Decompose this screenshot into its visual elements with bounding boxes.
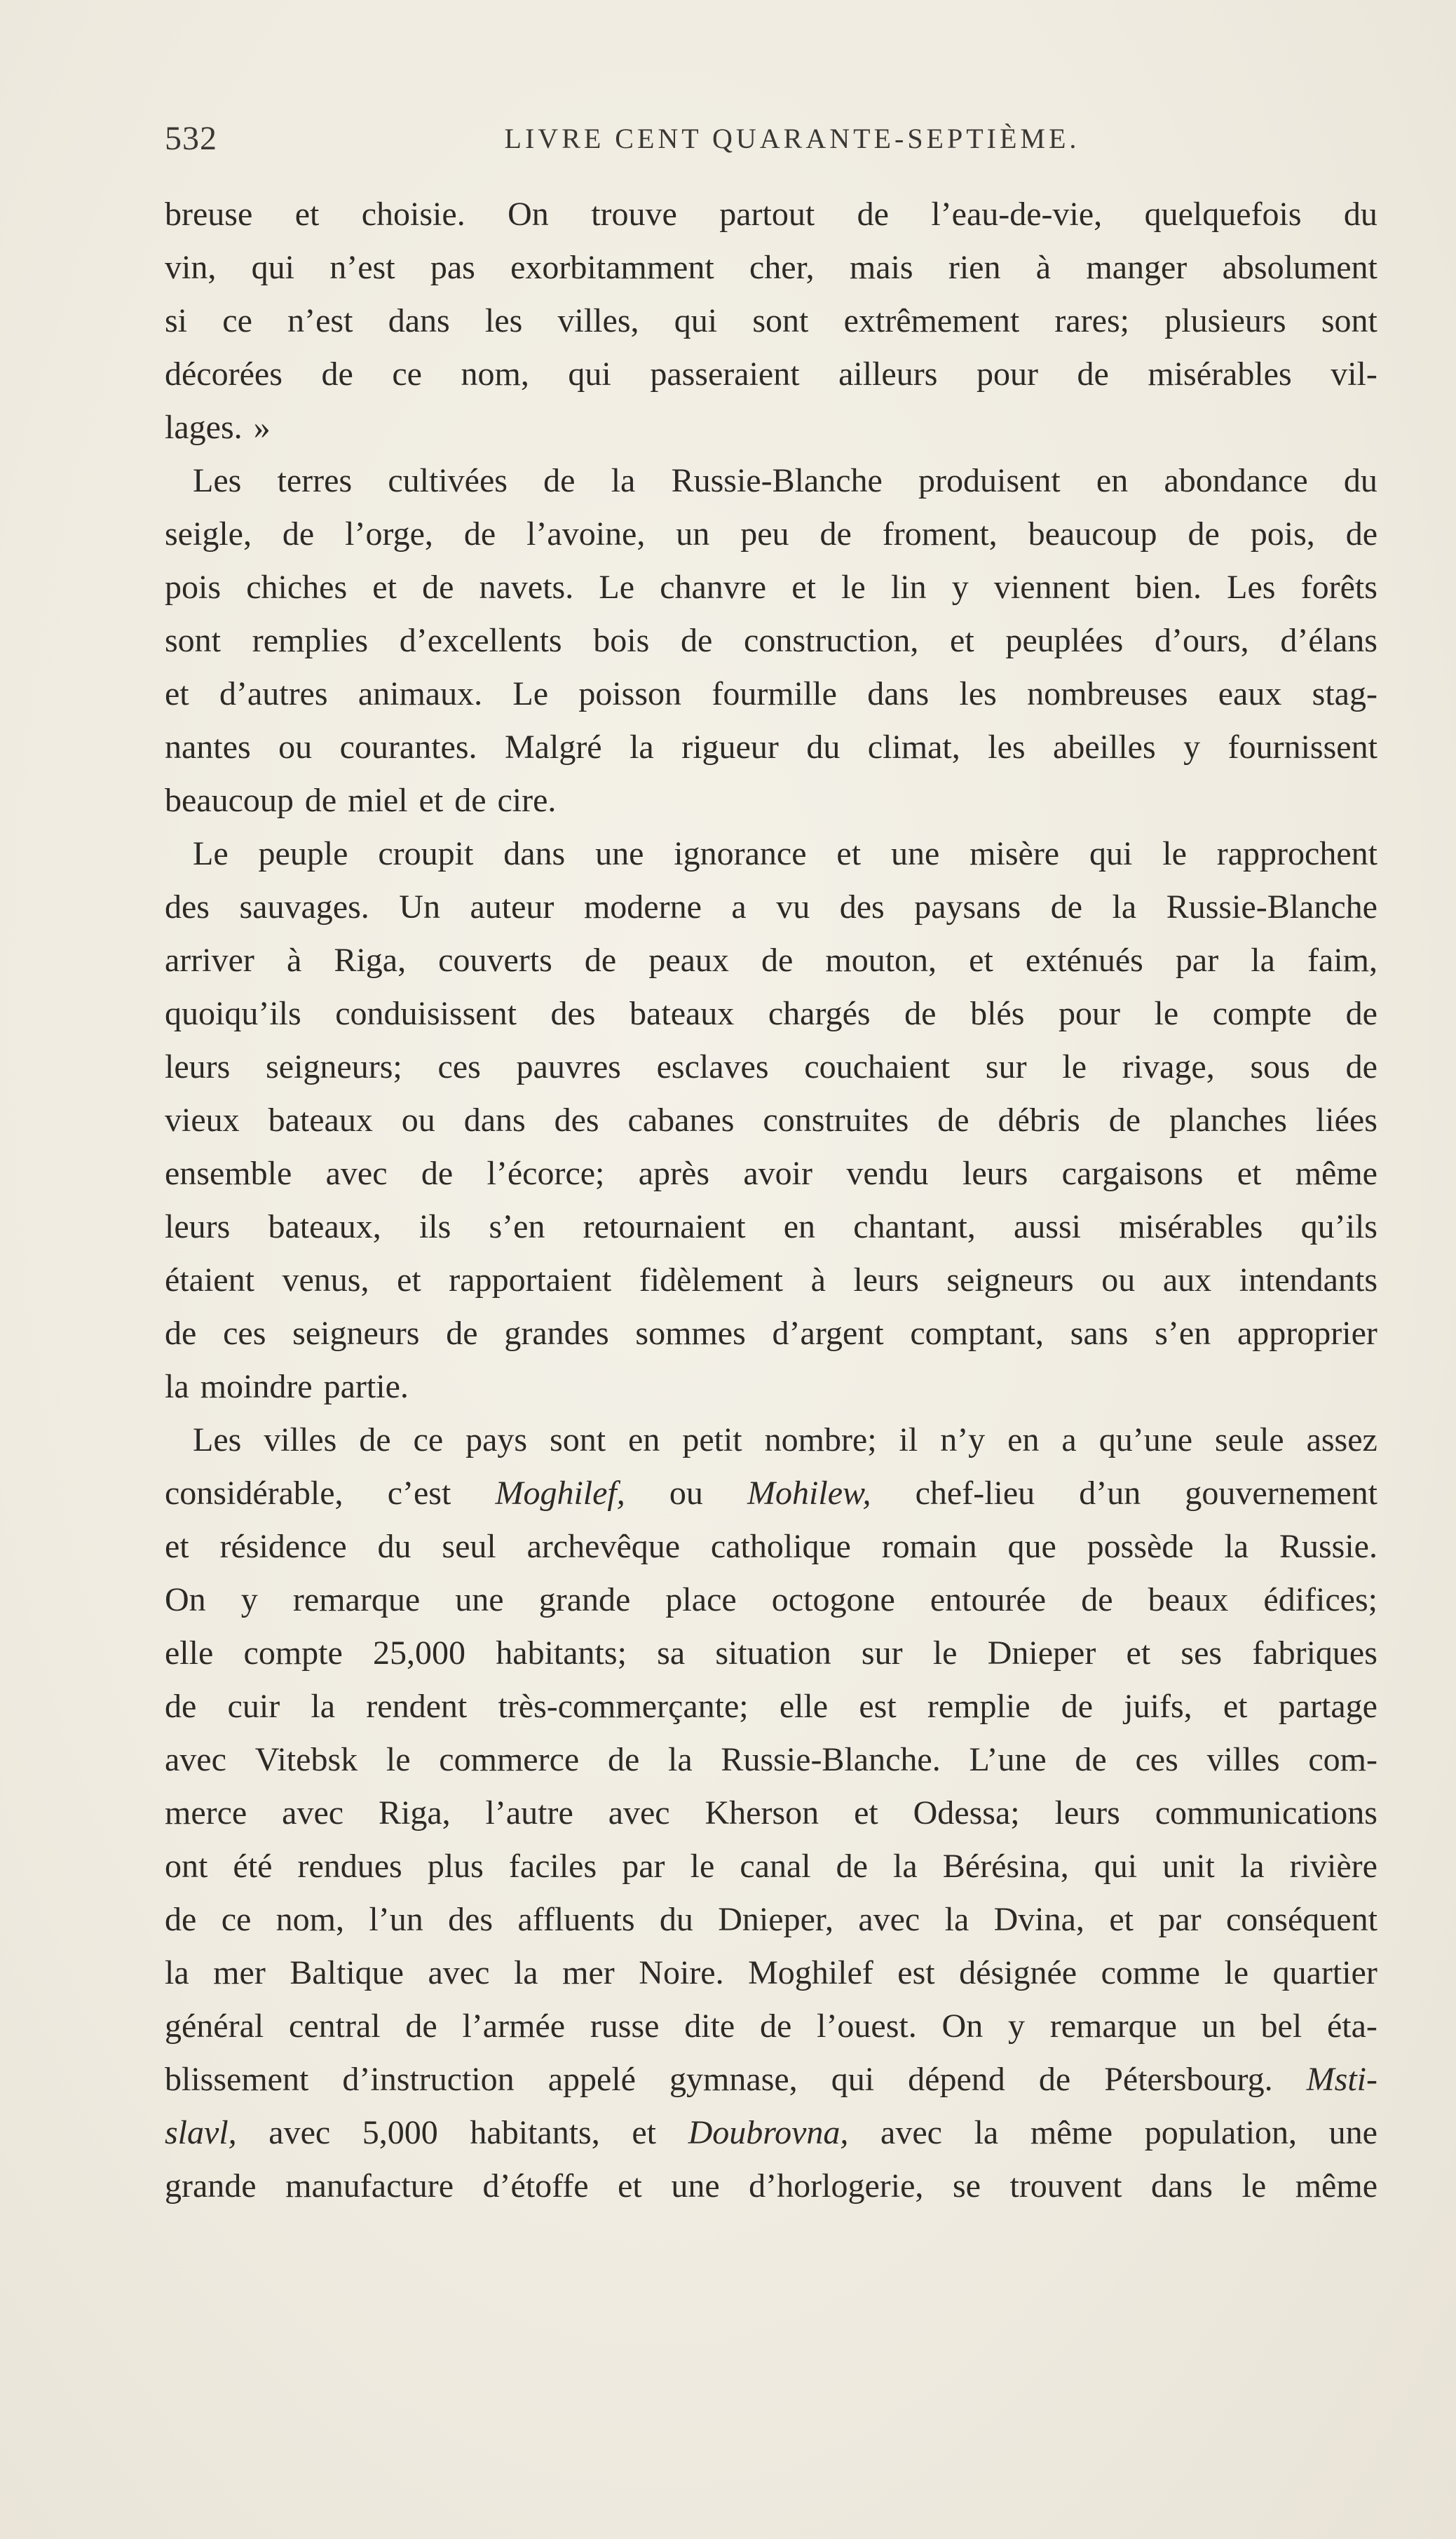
text-line: de cuir la rendent très-commerçante; elle est remplie de juifs, et partage: [165, 1688, 1377, 1725]
text-line: de ces seigneurs de grandes sommes d’argent comptant, sans s’en approprier: [165, 1315, 1377, 1352]
text-line: la mer Baltique avec la mer Noire. Moghilef est désignée comme le quartier: [165, 1954, 1377, 1991]
text-line: de ce nom, l’un des affluents du Dnieper, avec la Dvina, et par conséquent: [165, 1901, 1377, 1938]
text-line: Le peuple croupit dans une ignorance et une misère qui le rapprochent: [193, 835, 1377, 872]
page-number: 532: [165, 120, 217, 157]
text-line: ensemble avec de l’écorce; après avoir vendu leurs cargaisons et même: [165, 1155, 1377, 1192]
text-line: leurs bateaux, ils s’en retournaient en chantant, aussi misérables qu’ils: [165, 1208, 1377, 1245]
text-line: grande manufacture d’étoffe et une d’horlogerie, se trouvent dans le même: [165, 2167, 1377, 2205]
text-line: considérable, c’est Moghilef, ou Mohilew, chef-lieu d’un gouvernement: [165, 1475, 1377, 1512]
text-line: merce avec Riga, l’autre avec Kherson et Odessa; leurs communications: [165, 1794, 1377, 1832]
text-line: vieux bateaux ou dans des cabanes construites de débris de planches liées: [165, 1102, 1377, 1139]
text-line: pois chiches et de navets. Le chanvre et le lin y viennent bien. Les forêts: [165, 569, 1377, 606]
text-line: Les terres cultivées de la Russie-Blanche produisent en abondance du: [193, 462, 1377, 499]
text-line: et résidence du seul archevêque catholique romain que possède la Russie.: [165, 1528, 1377, 1565]
text-line: vin, qui n’est pas exorbitamment cher, mais rien à manger absolument: [165, 249, 1377, 286]
text-line: avec Vitebsk le commerce de la Russie-Blanche. L’une de ces villes com-: [165, 1741, 1377, 1778]
text-line: des sauvages. Un auteur moderne a vu des paysans de la Russie-Blanche: [165, 888, 1377, 926]
text-line: quoiqu’ils conduisissent des bateaux chargés de blés pour le compte de: [165, 995, 1377, 1032]
body-text: [165, 188, 1377, 2213]
text-line: arriver à Riga, couverts de peaux de mouton, et exténués par la faim,: [165, 942, 1377, 979]
text-line: ont été rendues plus faciles par le canal de la Bérésina, qui unit la rivière: [165, 1848, 1377, 1885]
text-line: On y remarque une grande place octogone entourée de beaux édifices;: [165, 1581, 1377, 1618]
text-line: si ce n’est dans les villes, qui sont extrêmement rares; plusieurs sont: [165, 302, 1377, 339]
text-line: blissement d’instruction appelé gymnase, qui dépend de Pétersbourg. Msti-: [165, 2061, 1377, 2098]
text-line: la moindre partie.: [165, 1368, 409, 1405]
text-line: sont remplies d’excellents bois de construction, et peuplées d’ours, d’élans: [165, 622, 1377, 659]
page-header: [165, 119, 1377, 161]
text-line: général central de l’armée russe dite de l’ouest. On y remarque un bel éta-: [165, 2007, 1377, 2045]
text-line: slavl, avec 5,000 habitants, et Doubrovna, avec la même population, une: [165, 2114, 1377, 2151]
text-line: elle compte 25,000 habitants; sa situation sur le Dnieper et ses fabriques: [165, 1634, 1377, 1672]
text-line: décorées de ce nom, qui passeraient ailleurs pour de misérables vil-: [165, 356, 1377, 393]
text-line: étaient venus, et rapportaient fidèlement à leurs seigneurs ou aux intendants: [165, 1261, 1377, 1299]
text-line: Les villes de ce pays sont en petit nombre; il n’y en a qu’une seule assez: [193, 1421, 1377, 1458]
text-line: et d’autres animaux. Le poisson fourmille dans les nombreuses eaux stag-: [165, 675, 1377, 712]
text-line: breuse et choisie. On trouve partout de l’eau-de-vie, quelquefois du: [165, 196, 1377, 233]
text-line: nantes ou courantes. Malgré la rigueur du climat, les abeilles y fournissent: [165, 729, 1377, 766]
running-title: LIVRE CENT QUARANTE-SEPTIÈME.: [504, 123, 1080, 154]
text-line: leurs seigneurs; ces pauvres esclaves couchaient sur le rivage, sous de: [165, 1048, 1377, 1085]
text-line: seigle, de l’orge, de l’avoine, un peu de froment, beaucoup de pois, de: [165, 515, 1377, 553]
text-line: lages. »: [165, 409, 271, 446]
text-line: beaucoup de miel et de cire.: [165, 782, 557, 819]
